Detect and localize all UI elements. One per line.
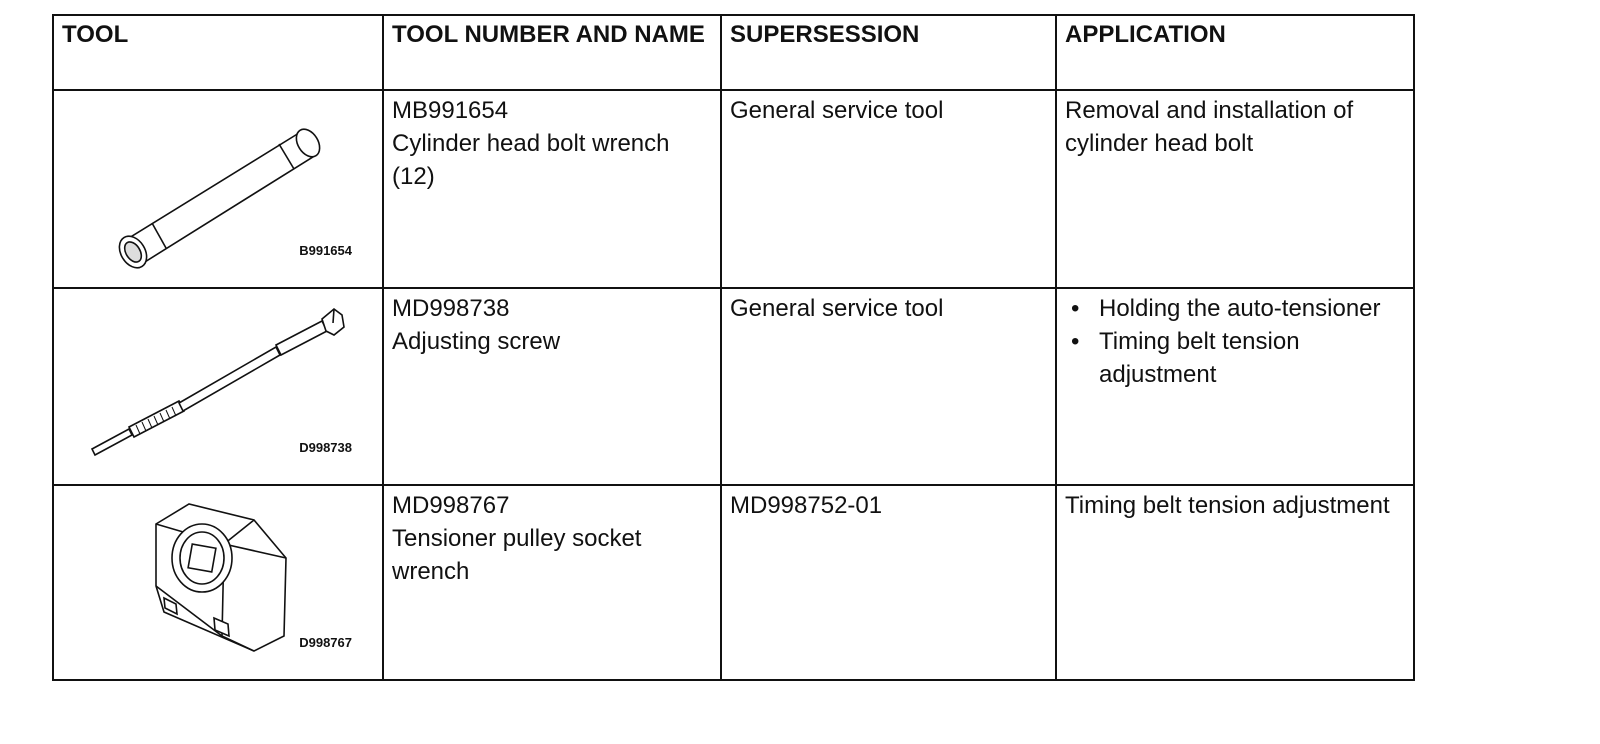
supersession-cell: General service tool <box>721 288 1056 485</box>
tool-number-name-cell <box>383 90 721 288</box>
tool-number: MD998767 <box>392 492 510 519</box>
tool-image-cell <box>53 485 383 680</box>
image-code: D998767 <box>299 635 352 650</box>
table-row <box>53 485 1414 680</box>
header-row <box>53 15 1414 90</box>
table-row <box>53 90 1414 288</box>
header-tool-number-name: TOOL NUMBER AND NAME <box>383 15 721 90</box>
supersession-cell: MD998752-01 <box>721 485 1056 680</box>
header-supersession: SUPERSESSION <box>721 15 1056 90</box>
application-item: • Timing belt tension adjustment <box>1099 325 1405 391</box>
tool-number-name-cell <box>383 485 721 680</box>
application-cell <box>1056 288 1414 485</box>
tool-image-cell <box>53 90 383 288</box>
tool-number-name-cell <box>383 288 721 485</box>
image-code: D998738 <box>299 440 352 455</box>
header-application: APPLICATION <box>1056 15 1414 90</box>
tool-image-cell <box>53 288 383 485</box>
application-cell: Removal and installation of cylinder head bolt <box>1056 90 1414 288</box>
tool-name: Cylinder head bolt wrench (12) <box>392 130 670 190</box>
supersession-cell: General service tool <box>721 90 1056 288</box>
image-code: B991654 <box>299 243 352 258</box>
table-row <box>53 288 1414 485</box>
tool-number: MB991654 <box>392 97 509 124</box>
tool-name: Tensioner pulley socket wrench <box>392 525 642 585</box>
tool-number: MD998738 <box>392 295 510 322</box>
special-tools-table <box>52 14 1415 681</box>
application-cell: Timing belt tension adjustment <box>1056 485 1414 680</box>
header-tool: TOOL <box>53 15 383 90</box>
application-item: • Holding the auto-tensioner <box>1099 292 1405 325</box>
tool-name: Adjusting screw <box>392 328 561 355</box>
application-list <box>1065 292 1405 391</box>
